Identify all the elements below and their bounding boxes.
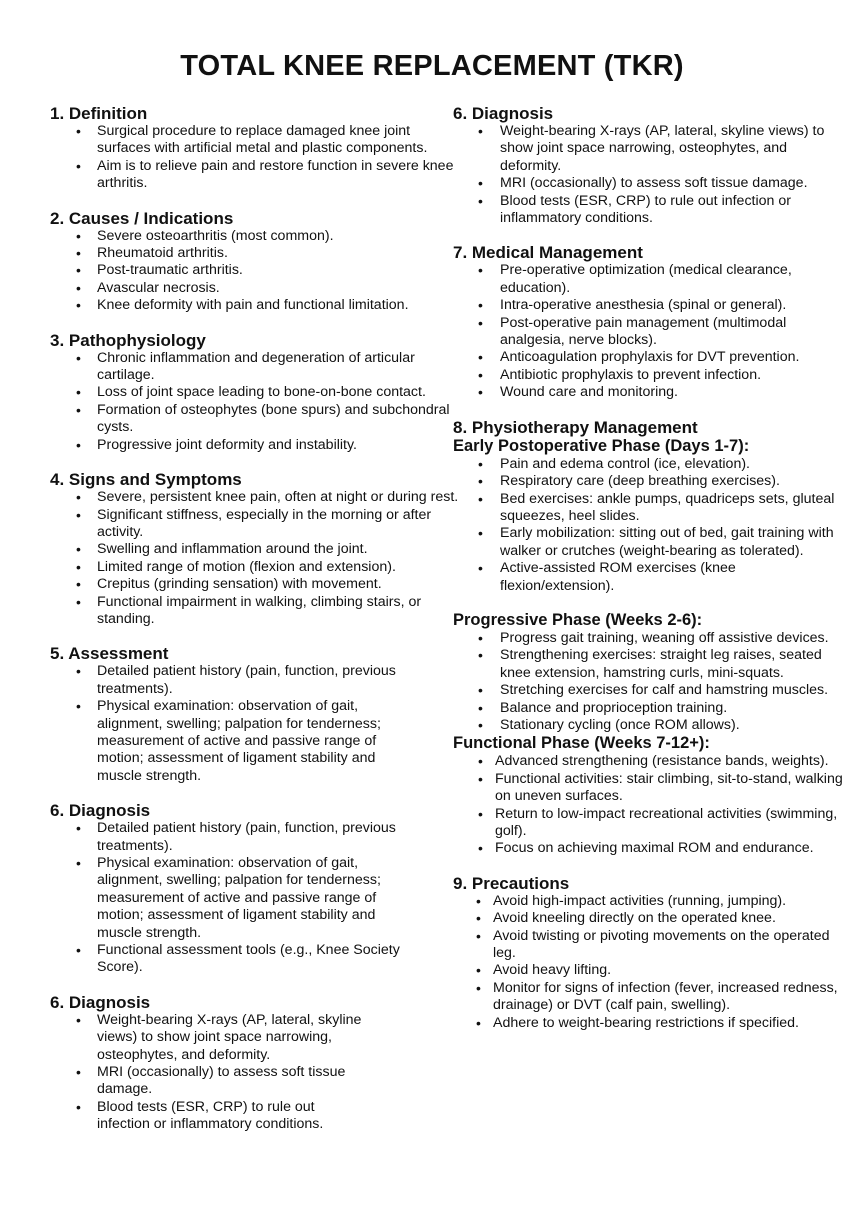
list-item: • Significant stiffness, especially in the morning or after activity. [50,507,460,542]
section-heading: 8. Physiotherapy Management [453,417,698,437]
list-item: • Functional activities: stair climbing, sit-to-stand, walking on uneven surfaces. [453,771,848,806]
list-item: • Advanced strengthening (resistance bands, weights). [453,753,848,770]
list-item: • Antibiotic prophylaxis to prevent infection. [453,367,848,384]
subsection-heading: Early Postoperative Phase (Days 1-7): [453,436,750,455]
list-item: • Pre-operative optimization (medical clearance, education). [453,262,848,297]
bullet-list [50,1012,370,1134]
section-heading: 7. Medical Management [453,243,643,263]
list-item: • Knee deformity with pain and functional limitation. [50,297,460,314]
section-diagnosis-b [50,993,460,1134]
section-heading: 2. Causes / Indications [50,208,234,228]
list-item: • Avoid kneeling directly on the operated knee. [453,910,848,927]
section-causes [50,209,460,315]
list-item: • Focus on achieving maximal ROM and endurance. [453,840,848,857]
list-item: • Anticoagulation prophylaxis for DVT prevention. [453,349,848,366]
list-item: • Functional impairment in walking, climbing stairs, or standing. [50,594,460,629]
list-item: • Intra-operative anesthesia (spinal or general). [453,297,848,314]
list-item: • Avoid twisting or pivoting movements on the operated leg. [453,928,848,963]
list-item: • Return to low-impact recreational activities (swimming, golf). [453,806,848,841]
list-item: • Stationary cycling (once ROM allows). [453,717,848,734]
section-assessment [50,644,460,785]
section-heading: 9. Precautions [453,873,570,893]
list-item: • Physical examination: observation of gait, alignment, swelling; palpation for tenderness; measurement of active and passive range of motion; assessment of ligament stability and muscle strength. [50,698,410,785]
section-heading: 5. Assessment [50,644,169,664]
section-pathophysiology [50,331,460,454]
list-item: • Chronic inflammation and degeneration of articular cartilage. [50,350,460,385]
list-item: • Stretching exercises for calf and hamstring muscles. [453,682,848,699]
list-item: • Active-assisted ROM exercises (knee flexion/extension). [453,560,848,595]
list-item: • Post-operative pain management (multimodal analgesia, nerve blocks). [453,315,848,350]
section-heading: 1. Definition [50,104,148,123]
list-item: • Detailed patient history (pain, function, previous treatments). [50,820,420,855]
section-diagnosis [453,104,848,227]
list-item: • Early mobilization: sitting out of bed, gait training with walker or crutches (weight-bearing as tolerated). [453,525,848,560]
subsection-heading: Progressive Phase (Weeks 2-6): [453,610,703,629]
section-heading: 3. Pathophysiology [50,330,206,350]
right-column [453,104,848,1032]
page-title: TOTAL KNEE REPLACEMENT (TKR) [180,50,684,82]
list-item: • Severe osteoarthritis (most common). [50,228,460,245]
list-item: • Progress gait training, weaning off assistive devices. [453,630,848,647]
bullet-list [453,630,848,734]
list-item: • Surgical procedure to replace damaged knee joint surfaces with artificial metal and plastic components. [50,123,460,158]
bullet-list [50,350,460,454]
list-item: • Blood tests (ESR, CRP) to rule out infection or inflammatory conditions. [50,1099,370,1134]
list-item: • Monitor for signs of infection (fever, increased redness, drainage) or DVT (calf pain, swelling). [453,980,848,1015]
bullet-list [453,456,848,595]
bullet-list [50,123,460,193]
section-diagnosis-a [50,801,460,977]
list-item: • Adhere to weight-bearing restrictions if specified. [453,1015,848,1032]
section-definition [50,104,460,193]
list-item: • Pain and edema control (ice, elevation). [453,456,848,473]
section-physiotherapy [453,418,848,858]
list-item: • Bed exercises: ankle pumps, quadriceps sets, gluteal squeezes, heel slides. [453,491,848,526]
list-item: • Loss of joint space leading to bone-on-bone contact. [50,384,460,401]
list-item: • Rheumatoid arthritis. [50,245,460,262]
bullet-list [453,262,848,401]
left-column [50,104,460,1134]
list-item: • Functional assessment tools (e.g., Knee Society Score). [50,942,420,977]
list-item: • Respiratory care (deep breathing exercises). [453,473,848,490]
section-signs-symptoms [50,470,460,628]
bullet-list [453,893,848,1032]
list-item: • Detailed patient history (pain, function, previous treatments). [50,663,410,698]
list-item: • Balance and proprioception training. [453,700,848,717]
bullet-list [453,123,848,227]
bullet-list [453,753,848,857]
section-heading: 6. Diagnosis [50,992,151,1012]
list-item: • Post-traumatic arthritis. [50,262,460,279]
list-item: • MRI (occasionally) to assess soft tissue damage. [453,175,848,192]
list-item: • Crepitus (grinding sensation) with movement. [50,576,460,593]
bullet-list [50,489,460,628]
section-precautions [453,874,848,1032]
section-heading: 6. Diagnosis [453,104,554,123]
section-heading: 4. Signs and Symptoms [50,470,242,490]
list-item: • Severe, persistent knee pain, often at night or during rest. [50,489,460,506]
section-heading: 6. Diagnosis [50,801,151,821]
list-item: • Avoid heavy lifting. [453,962,848,979]
list-item: • Limited range of motion (flexion and extension). [50,559,460,576]
list-item: • Formation of osteophytes (bone spurs) and subchondral cysts. [50,402,460,437]
section-medical-management [453,243,848,401]
list-item: • Avascular necrosis. [50,280,460,297]
bullet-list [50,663,410,785]
list-item: • Avoid high-impact activities (running, jumping). [453,893,848,910]
list-item: • Blood tests (ESR, CRP) to rule out infection or inflammatory conditions. [453,193,848,228]
subsection-heading: Functional Phase (Weeks 7-12+): [453,734,710,753]
list-item: • Wound care and monitoring. [453,384,848,401]
list-item: • Progressive joint deformity and instability. [50,437,460,454]
bullet-list [50,228,460,315]
bullet-list [50,820,420,977]
list-item: • Weight-bearing X-rays (AP, lateral, skyline views) to show joint space narrowing, osteophytes, and deformity. [50,1012,370,1064]
list-item: • Swelling and inflammation around the joint. [50,541,460,558]
list-item: • Aim is to relieve pain and restore function in severe knee arthritis. [50,158,460,193]
list-item: • Physical examination: observation of gait, alignment, swelling; palpation for tenderness; measurement of active and passive range of motion; assessment of ligament stability and muscle strength. [50,855,420,942]
list-item: • Strengthening exercises: straight leg raises, seated knee extension, hamstring curls, mini-squats. [453,647,848,682]
list-item: • MRI (occasionally) to assess soft tissue damage. [50,1064,370,1099]
list-item: • Weight-bearing X-rays (AP, lateral, skyline views) to show joint space narrowing, osteophytes, and deformity. [453,123,848,175]
